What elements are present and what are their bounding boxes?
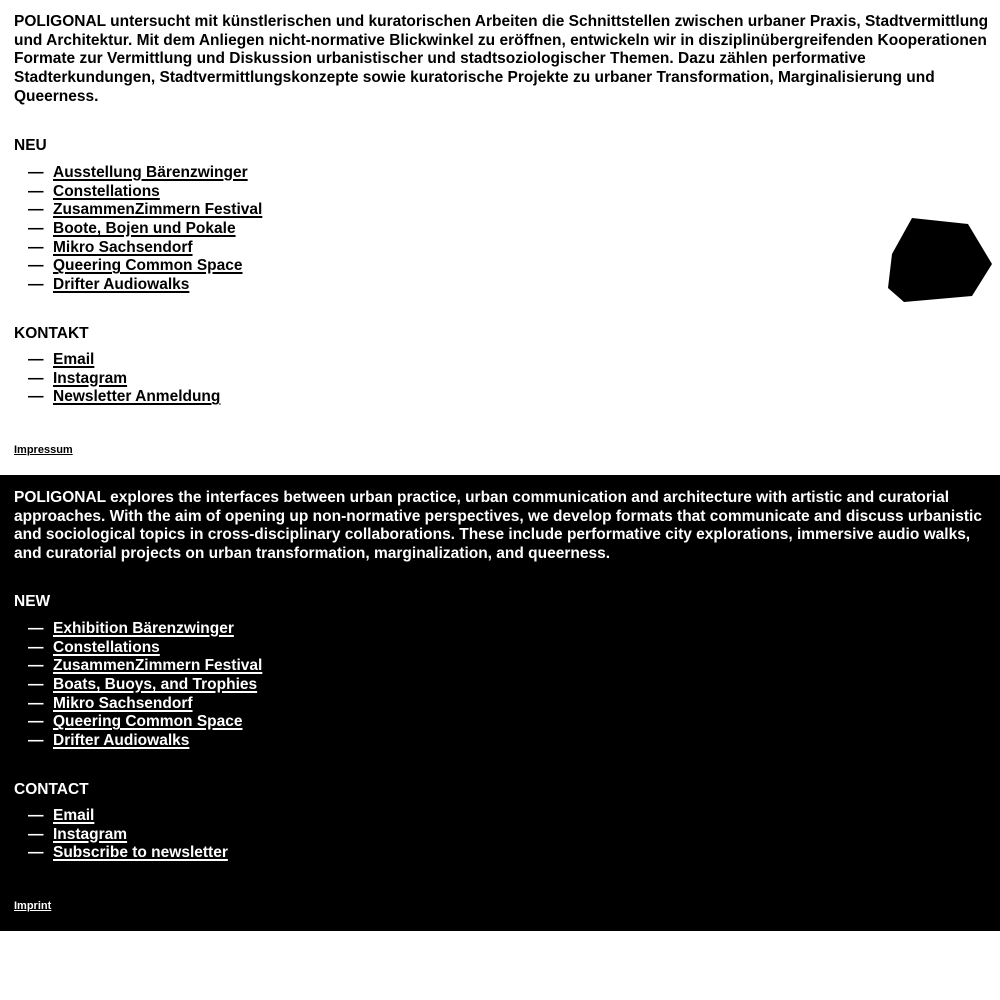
heading-new-de: NEU [14,137,47,154]
dash-marker: — [28,388,44,406]
link-queering-common-space[interactable]: Queering Common Space [53,713,243,731]
heading-new-en: NEW [14,593,51,610]
list-item [28,844,228,863]
link-queering-common-space[interactable]: Queering Common Space [53,257,243,275]
link-mikro-sachsendorf[interactable]: Mikro Sachsendorf [53,238,193,256]
section-english [0,475,1000,931]
link-zusammenzimmern-festival[interactable]: ZusammenZimmern Festival [53,657,263,675]
intro-text-de: POLIGONAL untersucht mit künstlerischen und kuratorischen Arbeiten die Schnittstellen zwischen urbaner Praxis, Stadtvermittlung und Architektur. Mit dem Anliegen nicht-normative Blickwinkel zu eröffnen, entwickeln wir in disziplinübergreifenden Kooperationen Formate zur Vermittlung und Diskussion urbanistischer und stadtsoziologischer Themen. Dazu zählen performative Stadterkundungen, Stadtvermittlungskonzepte sowie kuratorische Projekte zu urbaner Transformation, Marginalisierung und Queerness. [14,13,989,105]
dash-marker: — [28,844,44,862]
link-newsletter-anmeldung[interactable]: Newsletter Anmeldung [53,388,221,406]
link-email[interactable]: Email [53,807,95,824]
link-subscribe-newsletter[interactable]: Subscribe to newsletter [53,844,228,862]
list-item [28,807,228,826]
list-item [28,239,262,258]
list-item [28,220,262,239]
new-projects-list-de [28,164,262,295]
list-item [28,713,262,732]
dash-marker: — [28,825,44,843]
list-item [28,351,220,370]
dash-marker: — [28,807,44,824]
dash-marker: — [28,201,44,219]
heading-contact-de: KONTAKT [14,325,89,342]
list-item [28,676,262,695]
dash-marker: — [28,164,44,181]
list-item [28,732,262,751]
list-item [28,695,262,714]
link-instagram[interactable]: Instagram [53,825,128,843]
link-zusammenzimmern-festival[interactable]: ZusammenZimmern Festival [53,201,263,219]
list-item [28,164,262,183]
link-boats-buoys-trophies[interactable]: Boats, Buoys, and Trophies [53,676,258,694]
list-item [28,201,262,220]
list-item [28,639,262,658]
link-mikro-sachsendorf[interactable]: Mikro Sachsendorf [53,694,193,712]
dash-marker: — [28,638,44,656]
link-drifter-audiowalks[interactable]: Drifter Audiowalks [53,276,190,294]
list-item [28,370,220,389]
dash-marker: — [28,238,44,256]
dash-marker: — [28,676,44,694]
dash-marker: — [28,713,44,731]
dash-marker: — [28,694,44,712]
list-item [28,657,262,676]
contact-list-de [28,351,220,407]
dash-marker: — [28,182,44,200]
link-drifter-audiowalks[interactable]: Drifter Audiowalks [53,732,190,750]
link-ausstellung-baerenzwinger[interactable]: Ausstellung Bärenzwinger [53,164,248,181]
link-instagram[interactable]: Instagram [53,369,128,387]
dash-marker: — [28,276,44,294]
dash-marker: — [28,620,44,637]
list-item [28,388,220,407]
dash-marker: — [28,257,44,275]
intro-text-en: POLIGONAL explores the interfaces between urban practice, urban communication and architecture with artistic and curatorial approaches. With the aim of opening up non-normative perspectives, we develop formats that communicate and discuss urbanistic and sociological topics in cross-disciplinary collaborations. These include performative city explorations, immersive audio walks, and curatorial projects on urban transformation, marginalization, and queerness. [14,489,982,563]
dash-marker: — [28,732,44,750]
contact-list-en [28,807,228,863]
dash-marker: — [28,220,44,238]
dash-marker: — [28,369,44,387]
polygon-logo-shape [886,216,992,302]
list-item [28,620,262,639]
new-projects-list-en [28,620,262,751]
dash-marker: — [28,351,44,368]
section-german [0,0,1000,475]
link-imprint[interactable]: Imprint [14,900,52,912]
polygon-shape [888,218,992,302]
link-constellations[interactable]: Constellations [53,638,160,656]
link-impressum[interactable]: Impressum [14,444,73,456]
dash-marker: — [28,657,44,675]
link-boote-bojen-pokale[interactable]: Boote, Bojen und Pokale [53,220,236,238]
link-constellations[interactable]: Constellations [53,182,160,200]
heading-contact-en: CONTACT [14,781,89,798]
list-item [28,183,262,202]
list-item [28,257,262,276]
link-exhibition-baerenzwinger[interactable]: Exhibition Bärenzwinger [53,620,234,637]
list-item [28,276,262,295]
link-email[interactable]: Email [53,351,95,368]
list-item [28,826,228,845]
